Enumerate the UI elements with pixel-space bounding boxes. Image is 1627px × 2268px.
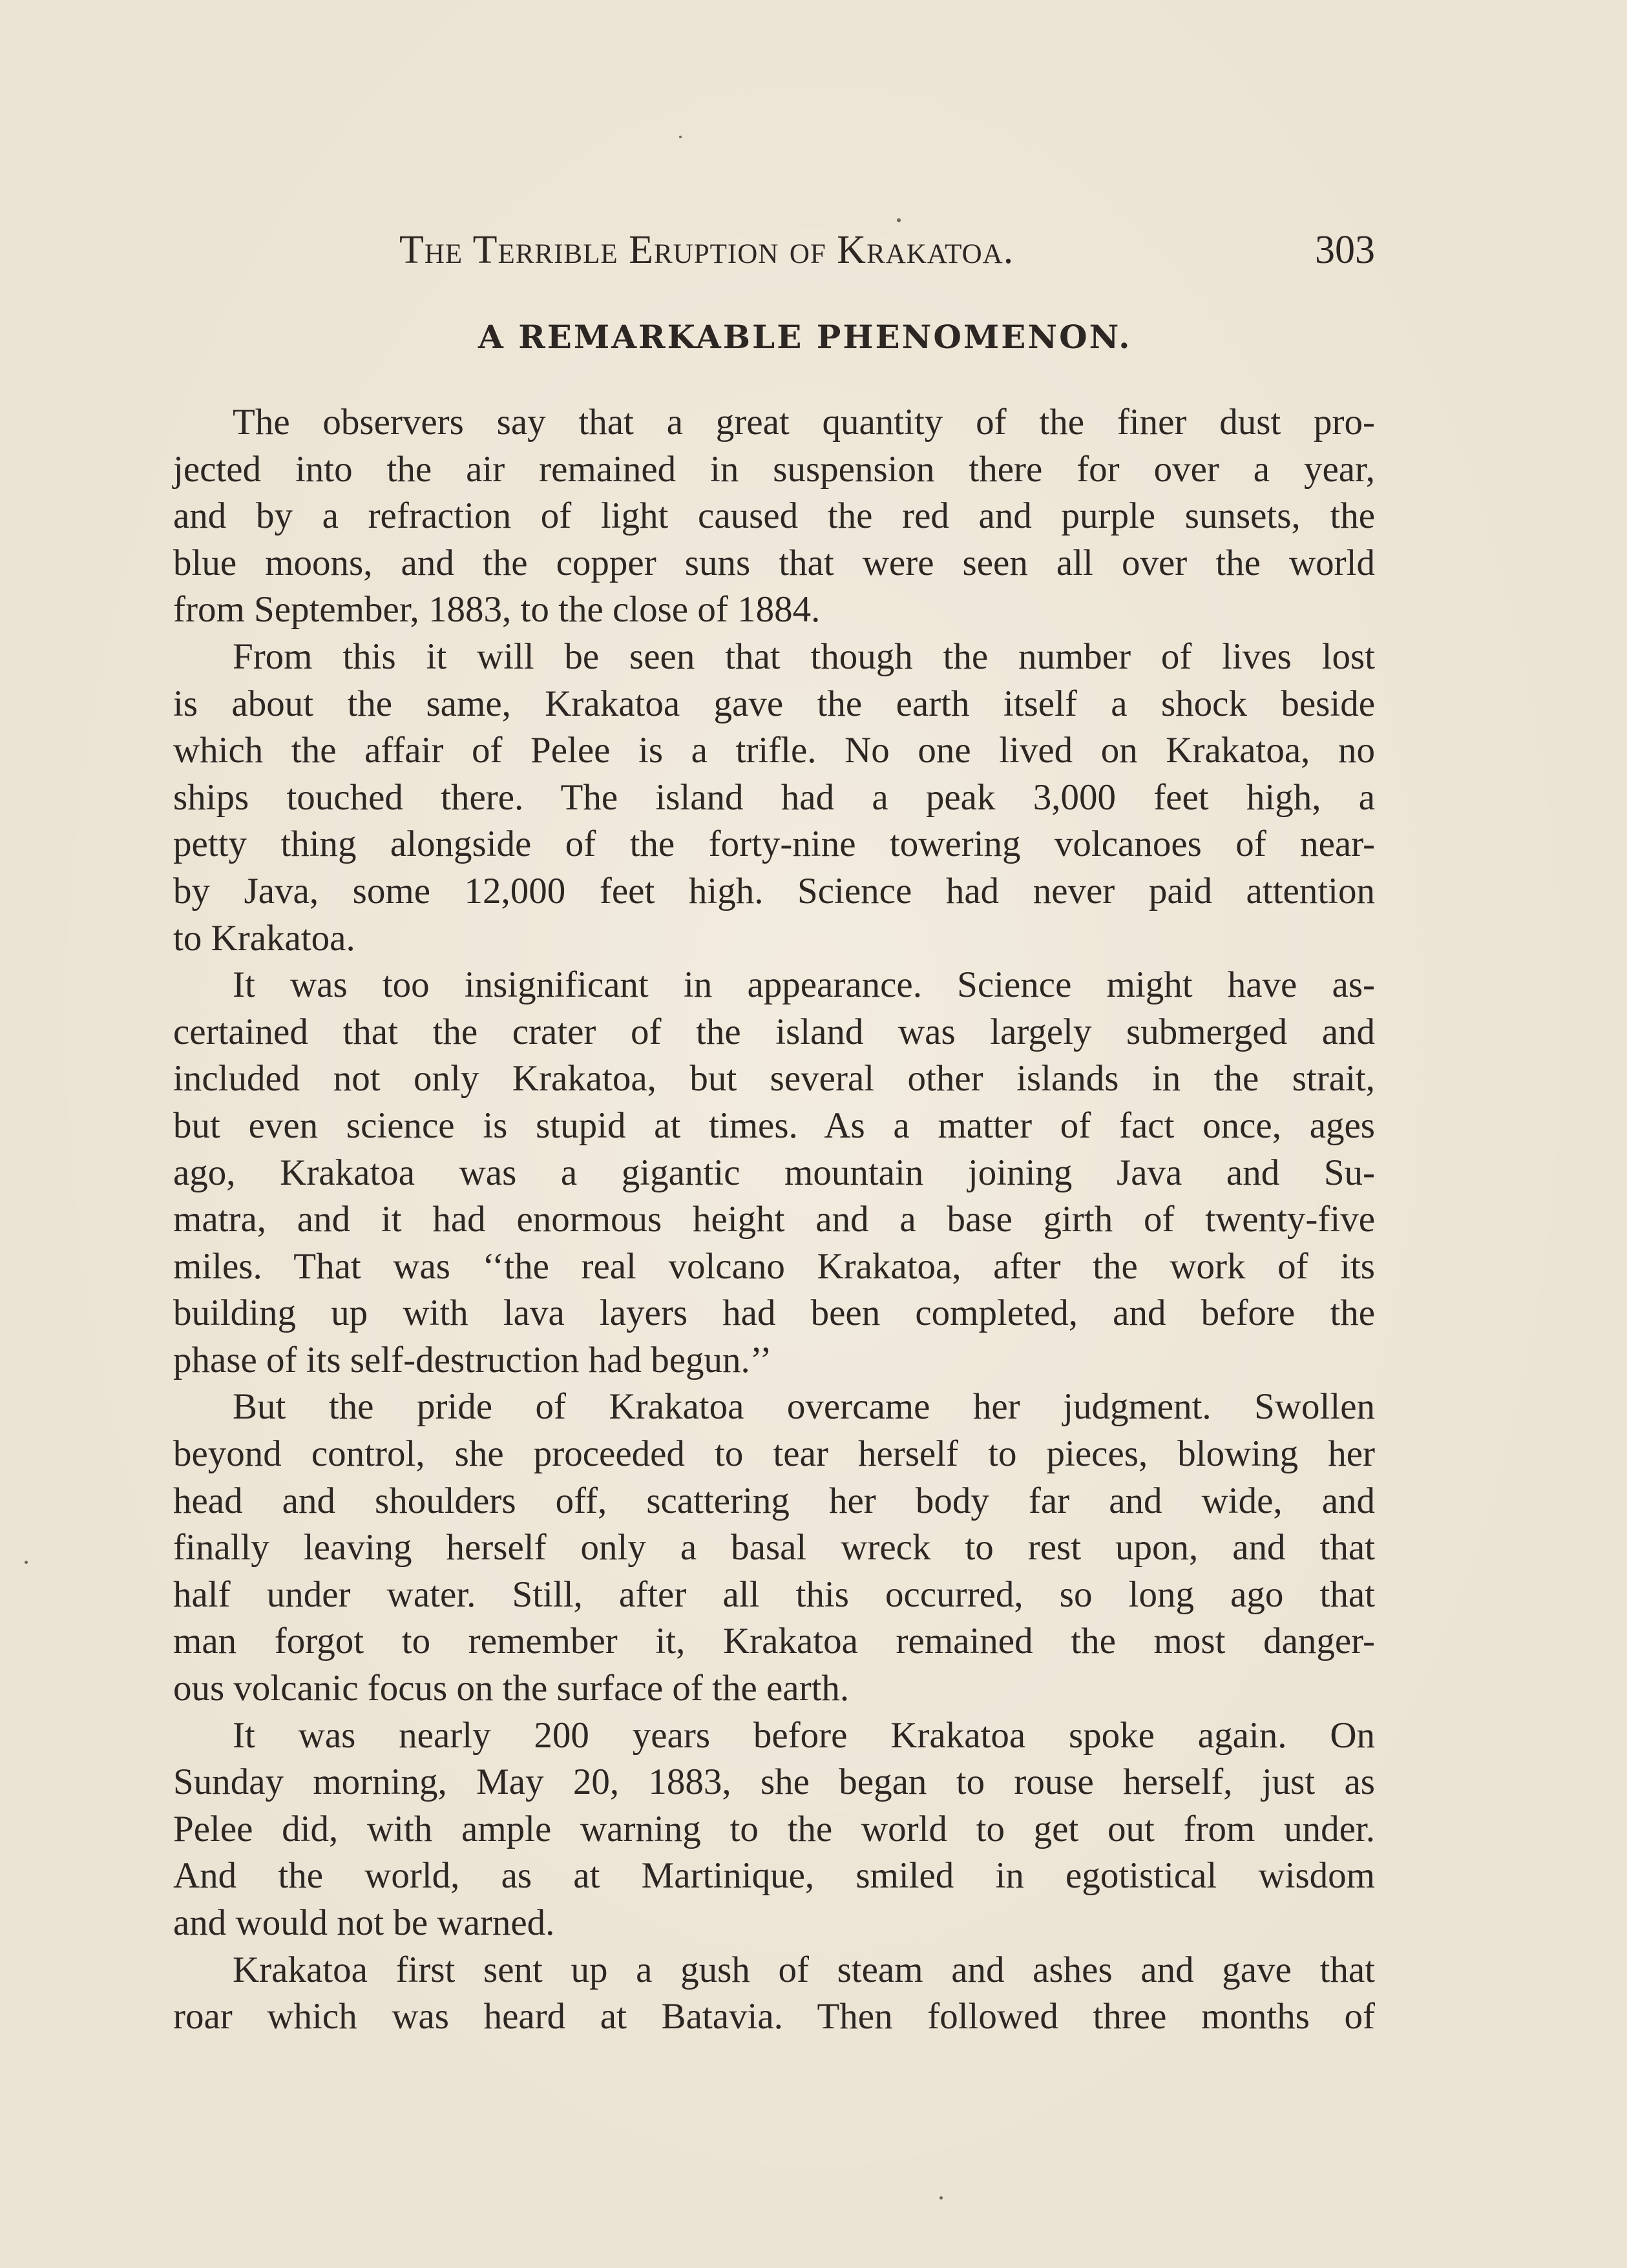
text-line: From this it will be seen that though the number of lives lost xyxy=(233,636,1375,677)
text-line: The observers say that a great quantity of the finer dust pro- xyxy=(233,402,1375,442)
text-line: ous volcanic focus on the surface of the earth. xyxy=(173,1668,850,1709)
text-line: Pelee did, with ample warning to the world to get out from under. xyxy=(173,1808,1375,1849)
page-header xyxy=(399,227,1375,279)
text-line: and would not be warned. xyxy=(173,1902,555,1943)
text-line: Krakatoa first sent up a gush of steam and ashes and gave that xyxy=(233,1949,1375,1990)
text-line: phase of its self-destruction had begun.’’ xyxy=(173,1339,772,1380)
body-text xyxy=(173,399,1375,2041)
text-line: to Krakatoa. xyxy=(173,917,355,959)
text-line: but even science is stupid at times. As a matter of fact once, ages xyxy=(173,1105,1375,1146)
text-line: miles. That was ‘‘the real volcano Krakatoa, after the work of its xyxy=(173,1245,1375,1287)
text-line: building up with lava layers had been completed, and before the xyxy=(173,1293,1375,1334)
text-line: and by a refraction of light caused the red and purple sunsets, the xyxy=(173,495,1375,537)
text-line: is about the same, Krakatoa gave the earth itself a shock beside xyxy=(173,683,1375,724)
print-speck xyxy=(939,2196,943,2200)
text-line: finally leaving herself only a basal wreck to rest upon, and that xyxy=(173,1527,1375,1568)
text-line: It was nearly 200 years before Krakatoa spoke again. On xyxy=(233,1714,1375,1756)
text-line: half under water. Still, after all this occurred, so long ago that xyxy=(173,1574,1375,1615)
text-line: from September, 1883, to the close of 1884. xyxy=(173,589,821,630)
text-line: ago, Krakatoa was a gigantic mountain joining Java and Su- xyxy=(173,1152,1375,1193)
text-line: blue moons, and the copper suns that were seen all over the world xyxy=(173,542,1375,583)
section-heading: A REMARKABLE PHENOMENON. xyxy=(478,318,1132,356)
text-line: Sunday morning, May 20, 1883, she began to rouse herself, just as xyxy=(173,1762,1375,1803)
text-line: roar which was heard at Batavia. Then followed three months of xyxy=(173,1996,1375,2037)
text-line: jected into the air remained in suspension there for over a year, xyxy=(173,448,1375,490)
text-line: head and shoulders off, scattering her body far and wide, and xyxy=(173,1480,1375,1521)
text-line: It was too insignificant in appearance. Science might have as- xyxy=(233,964,1375,1006)
print-speck xyxy=(25,1561,28,1564)
text-line: ships touched there. The island had a peak 3,000 feet high, a xyxy=(173,776,1375,818)
text-line: which the affair of Pelee is a trifle. No one lived on Krakatoa, no xyxy=(173,730,1375,771)
text-line: certained that the crater of the island was largely submerged and xyxy=(173,1011,1375,1052)
text-line: And the world, as at Martinique, smiled in egotistical wisdom xyxy=(173,1855,1375,1897)
text-line: matra, and it had enormous height and a base girth of twenty-five xyxy=(173,1199,1375,1240)
print-speck xyxy=(679,136,682,138)
text-line: beyond control, she proceeded to tear herself to pieces, blowing her xyxy=(173,1433,1375,1475)
running-title: The Terrible Eruption of Krakatoa. xyxy=(399,228,1014,272)
page-number: 303 xyxy=(1315,228,1375,272)
print-speck xyxy=(897,218,901,222)
text-line: by Java, some 12,000 feet high. Science had never paid attention xyxy=(173,870,1375,911)
text-line: But the pride of Krakatoa overcame her judgment. Swollen xyxy=(233,1386,1375,1428)
text-line: petty thing alongside of the forty-nine towering volcanoes of near- xyxy=(173,824,1375,865)
text-line: included not only Krakatoa, but several other islands in the strait, xyxy=(173,1058,1375,1099)
text-line: man forgot to remember it, Krakatoa remained the most danger- xyxy=(173,1621,1375,1662)
